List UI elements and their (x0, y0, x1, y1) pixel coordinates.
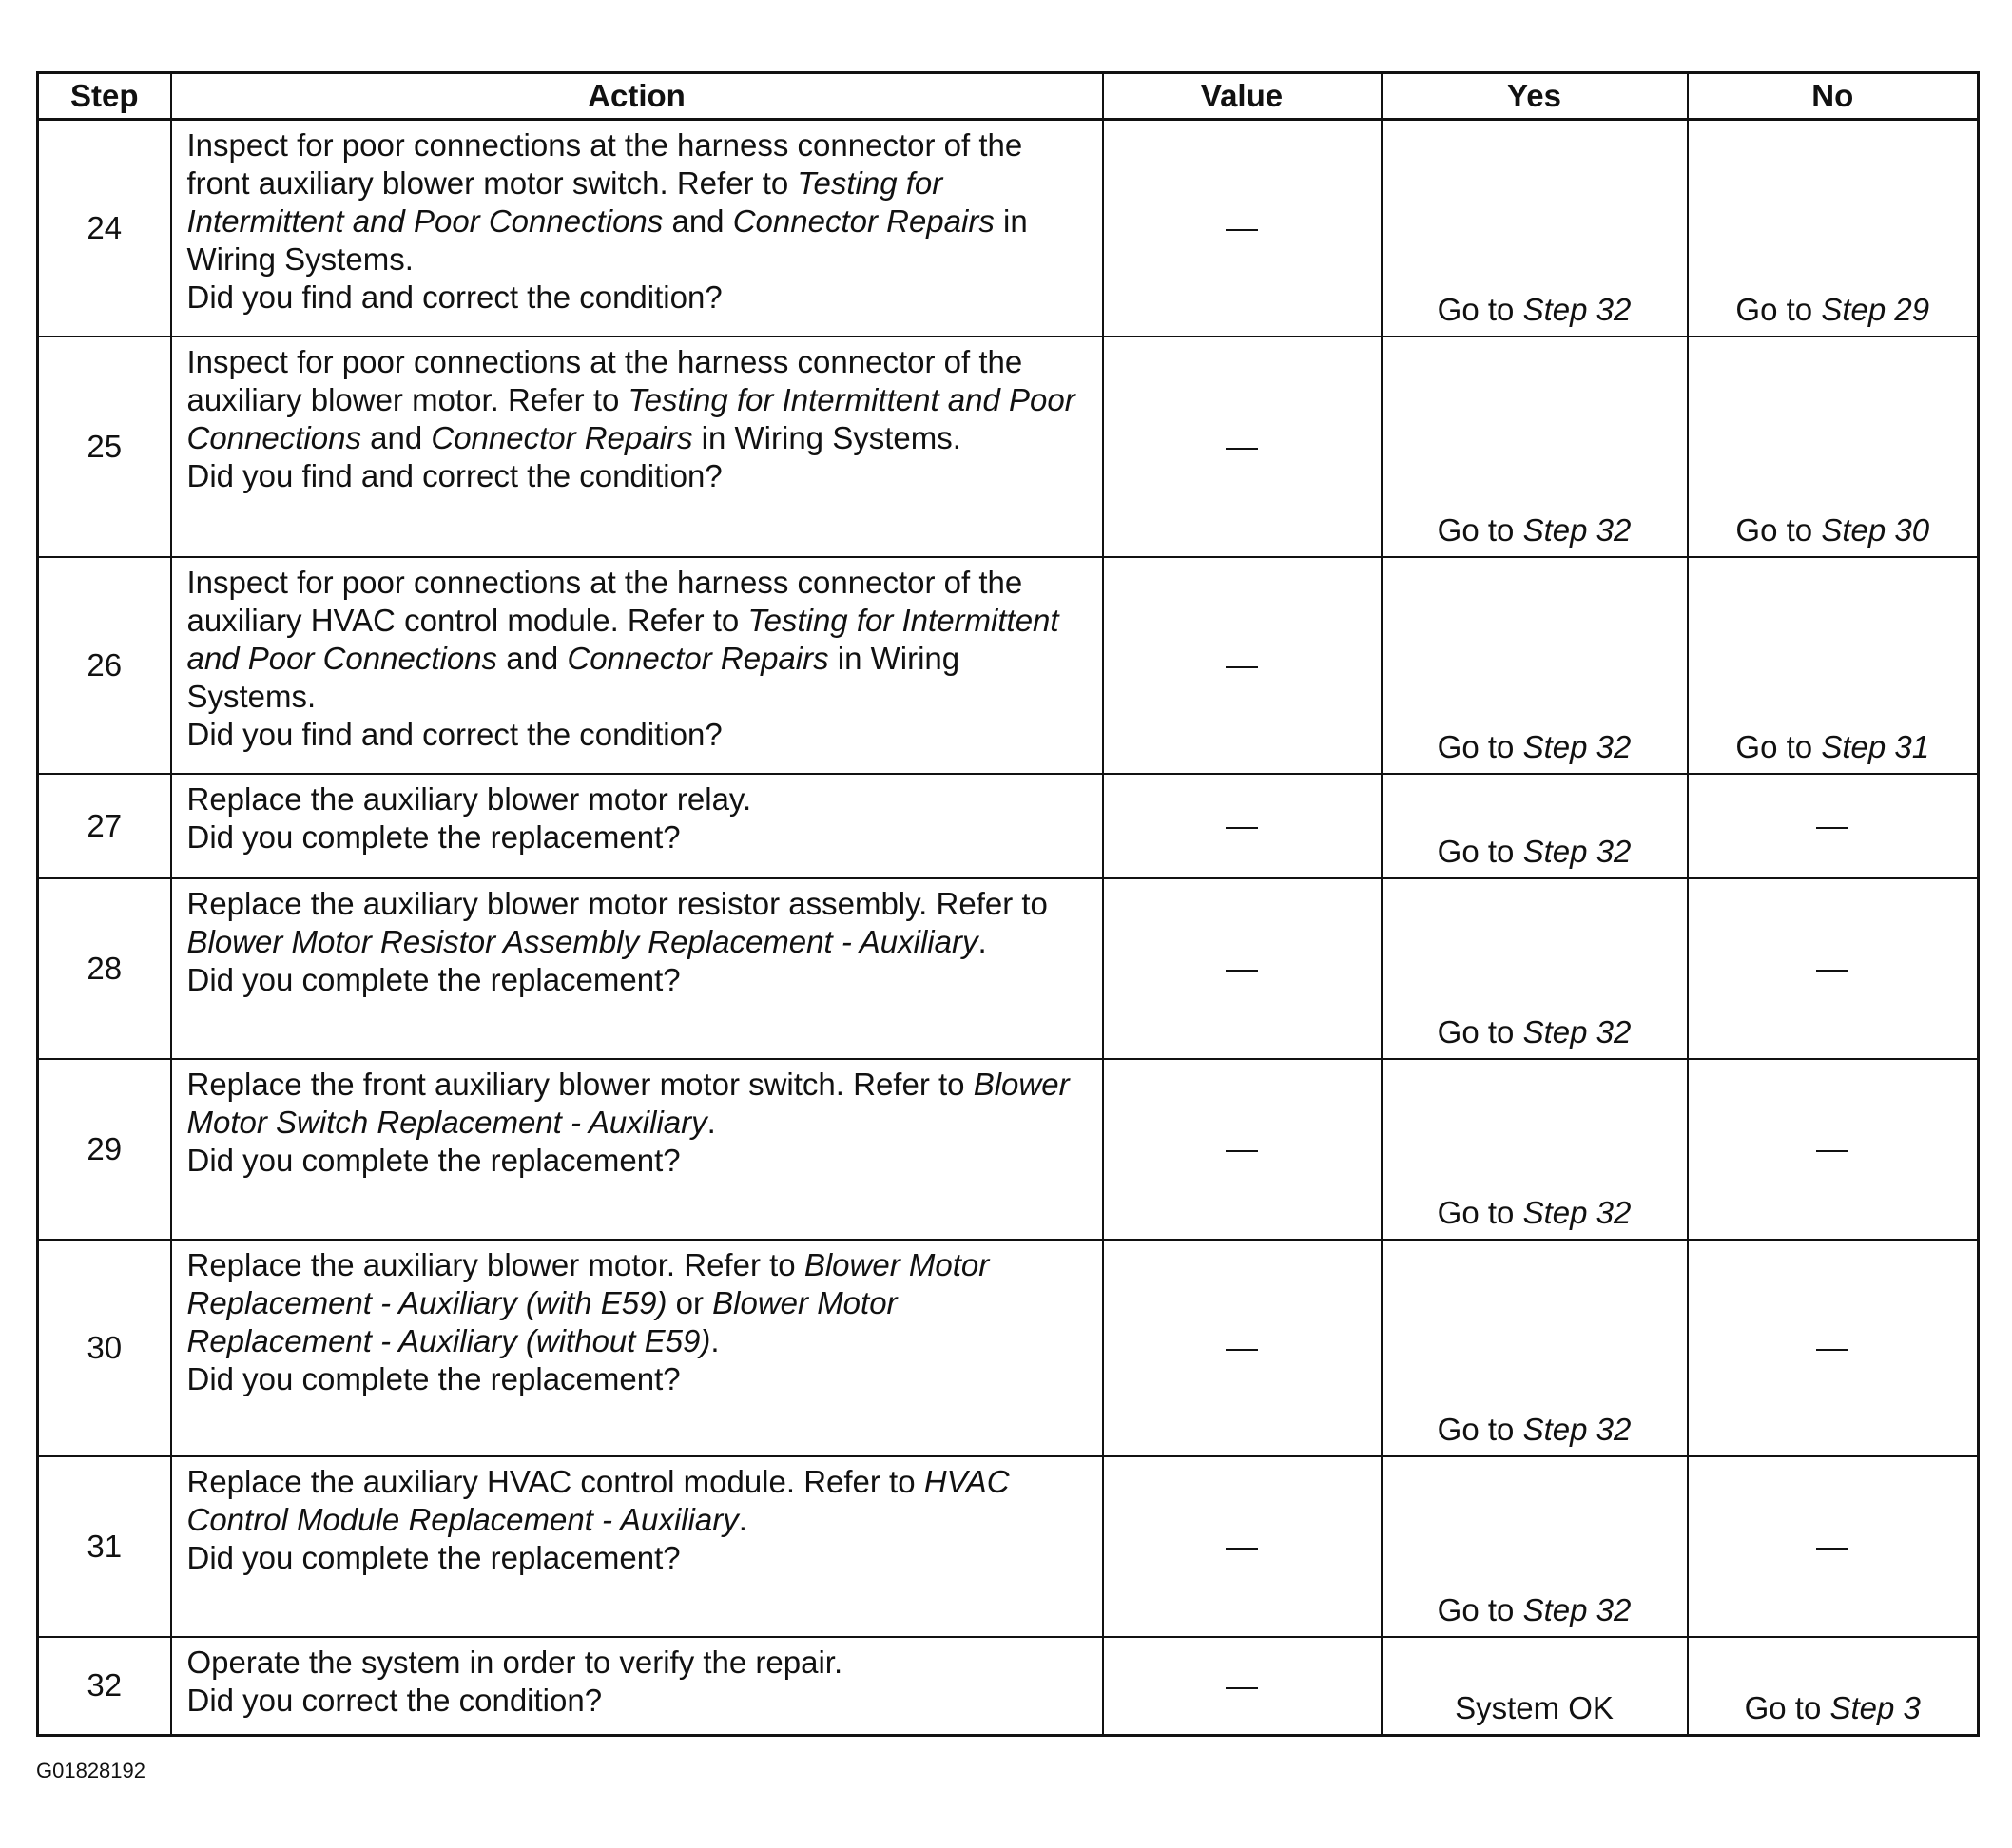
dash-mark (1226, 827, 1258, 829)
plain-text: Go to (1437, 728, 1523, 764)
plain-text: Go to (1437, 511, 1523, 548)
plain-text: Go to (1437, 291, 1523, 327)
value-cell (1103, 1456, 1382, 1637)
reference-text: Step 32 (1522, 833, 1632, 869)
step-number: 30 (38, 1240, 171, 1456)
action-text (187, 780, 1091, 818)
action-cell (171, 774, 1103, 878)
step-number: 32 (38, 1637, 171, 1736)
reference-text: Step 29 (1821, 291, 1930, 327)
header-value: Value (1103, 73, 1382, 120)
plain-text: in Wiring Systems. (186, 203, 1028, 277)
step-number: 24 (38, 120, 171, 337)
dash-mark (1226, 448, 1258, 450)
action-cell (171, 1059, 1103, 1240)
table-row (38, 878, 1979, 1059)
reference-text: Step 32 (1522, 1194, 1632, 1230)
table-header-row (38, 73, 1979, 120)
no-cell (1688, 878, 1979, 1059)
action-cell (171, 120, 1103, 337)
plain-text: Go to (1437, 1013, 1523, 1049)
dash-mark (1226, 1687, 1258, 1689)
plain-text: Go to (1437, 833, 1523, 869)
plain-text: . (738, 1501, 747, 1537)
action-cell (171, 557, 1103, 774)
plain-text: . (710, 1322, 720, 1358)
value-cell (1103, 557, 1382, 774)
plain-text: Replace the auxiliary HVAC control module. Refer to (186, 1463, 924, 1499)
plain-text: Go to (1437, 1591, 1523, 1627)
action-text (187, 343, 1091, 457)
plain-text: Operate the system in order to verify the repair. (186, 1644, 843, 1680)
yes-cell (1382, 557, 1688, 774)
dash-mark (1816, 1349, 1848, 1351)
plain-text: Replace the auxiliary blower motor resistor assembly. Refer to (186, 885, 1048, 921)
reference-text: Step 32 (1522, 511, 1632, 548)
no-cell (1688, 120, 1979, 337)
plain-text: or (667, 1284, 713, 1320)
action-text (187, 1463, 1091, 1539)
yes-cell (1382, 1456, 1688, 1637)
plain-text: and (663, 203, 733, 239)
dash-mark (1816, 970, 1848, 972)
diagnostic-table (36, 71, 1980, 1737)
action-text (187, 1644, 1091, 1682)
dash-mark (1226, 666, 1258, 668)
dash-mark (1816, 827, 1848, 829)
action-question: Did you complete the replacement? (186, 1142, 681, 1178)
value-cell (1103, 878, 1382, 1059)
no-cell (1688, 337, 1979, 557)
action-cell (171, 1456, 1103, 1637)
action-text (187, 1246, 1091, 1360)
action-cell (171, 1240, 1103, 1456)
dash-mark (1226, 1349, 1258, 1351)
reference-text: Blower Motor Replacement - Auxiliary (without E59) (186, 1284, 898, 1358)
reference-text: Step 31 (1821, 728, 1930, 764)
no-cell (1688, 1637, 1979, 1736)
no-cell (1688, 774, 1979, 878)
plain-text: Inspect for poor connections at the harness connector of the auxiliary blower motor. Refer to (186, 343, 1023, 417)
plain-text: Inspect for poor connections at the harness connector of the auxiliary HVAC control module. Refer to (186, 564, 1023, 638)
plain-text: and (497, 640, 568, 676)
table-row (38, 1059, 1979, 1240)
action-question: Did you correct the condition? (186, 1682, 603, 1718)
plain-text: Replace the front auxiliary blower motor switch. Refer to (186, 1066, 974, 1102)
reference-text: Testing for Intermittent and Poor Connections (186, 381, 1075, 455)
plain-text: System OK (1455, 1690, 1614, 1725)
plain-text: Go to (1437, 1194, 1523, 1230)
reference-text: Step 30 (1821, 511, 1930, 548)
action-question: Did you find and correct the condition? (186, 279, 723, 315)
plain-text: in Wiring Systems. (186, 640, 960, 714)
action-question: Did you complete the replacement? (186, 961, 681, 997)
table-row (38, 774, 1979, 878)
table-row (38, 337, 1979, 557)
reference-text: Step 32 (1522, 291, 1632, 327)
reference-text: Connector Repairs (431, 419, 693, 455)
figure-id: G01828192 (36, 1759, 145, 1782)
value-cell (1103, 120, 1382, 337)
step-number: 26 (38, 557, 171, 774)
reference-text: Step 32 (1522, 728, 1632, 764)
yes-cell (1382, 1059, 1688, 1240)
header-no: No (1688, 73, 1979, 120)
dash-mark (1816, 1150, 1848, 1152)
dash-mark (1816, 1548, 1848, 1550)
table-row (38, 120, 1979, 337)
dash-mark (1226, 970, 1258, 972)
dash-mark (1226, 229, 1258, 231)
action-cell (171, 1637, 1103, 1736)
table-row (38, 1456, 1979, 1637)
plain-text: Go to (1735, 511, 1822, 548)
reference-text: Step 3 (1829, 1690, 1921, 1725)
plain-text: . (977, 923, 987, 959)
dash-mark (1226, 1150, 1258, 1152)
plain-text: Replace the auxiliary blower motor. Refer to (186, 1246, 804, 1282)
plain-text: Replace the auxiliary blower motor relay. (186, 780, 752, 817)
table-row (38, 1240, 1979, 1456)
step-number: 25 (38, 337, 171, 557)
plain-text: and (360, 419, 432, 455)
yes-cell (1382, 878, 1688, 1059)
no-cell (1688, 557, 1979, 774)
header-action: Action (171, 73, 1103, 120)
value-cell (1103, 774, 1382, 878)
reference-text: Blower Motor Replacement - Auxiliary (with E59) (186, 1246, 990, 1320)
reference-text: Connector Repairs (732, 203, 995, 239)
dash-mark (1226, 1548, 1258, 1550)
action-question: Did you find and correct the condition? (186, 716, 723, 752)
step-number: 27 (38, 774, 171, 878)
action-text (187, 1066, 1091, 1142)
yes-cell (1382, 120, 1688, 337)
reference-text: Testing for Intermittent and Poor Connections (186, 165, 943, 239)
no-cell (1688, 1059, 1979, 1240)
value-cell (1103, 1059, 1382, 1240)
step-number: 31 (38, 1456, 171, 1637)
action-text (187, 885, 1091, 961)
action-question: Did you find and correct the condition? (186, 457, 723, 493)
yes-cell (1382, 337, 1688, 557)
value-cell (1103, 337, 1382, 557)
value-cell (1103, 1637, 1382, 1736)
header-yes: Yes (1382, 73, 1688, 120)
plain-text: Inspect for poor connections at the harness connector of the front auxiliary blower motor switch. Refer to (186, 127, 1023, 201)
action-question: Did you complete the replacement? (186, 1539, 681, 1575)
action-text (187, 126, 1091, 279)
reference-text: Step 32 (1522, 1591, 1632, 1627)
header-step: Step (38, 73, 171, 120)
table-row (38, 1637, 1979, 1736)
action-question: Did you complete the replacement? (186, 1360, 681, 1396)
reference-text: Connector Repairs (567, 640, 829, 676)
step-number: 28 (38, 878, 171, 1059)
table-body (38, 120, 1979, 1736)
table-row (38, 557, 1979, 774)
action-cell (171, 337, 1103, 557)
plain-text: Go to (1437, 1411, 1523, 1447)
step-number: 29 (38, 1059, 171, 1240)
reference-text: Step 32 (1522, 1013, 1632, 1049)
plain-text: . (706, 1104, 716, 1140)
plain-text: in Wiring Systems. (692, 419, 961, 455)
reference-text: Blower Motor Switch Replacement - Auxiliary (186, 1066, 1070, 1140)
yes-cell (1382, 1637, 1688, 1736)
yes-cell (1382, 1240, 1688, 1456)
reference-text: Step 32 (1522, 1411, 1632, 1447)
no-cell (1688, 1456, 1979, 1637)
reference-text: Blower Motor Resistor Assembly Replacement - Auxiliary (186, 923, 978, 959)
plain-text: Go to (1735, 291, 1822, 327)
action-cell (171, 878, 1103, 1059)
reference-text: Testing for Intermittent and Poor Connections (186, 602, 1059, 676)
value-cell (1103, 1240, 1382, 1456)
no-cell (1688, 1240, 1979, 1456)
action-question: Did you complete the replacement? (186, 818, 681, 855)
plain-text: Go to (1735, 728, 1822, 764)
yes-cell (1382, 774, 1688, 878)
action-text (187, 564, 1091, 716)
plain-text: Go to (1744, 1690, 1830, 1725)
reference-text: HVAC Control Module Replacement - Auxiliary (186, 1463, 1010, 1537)
